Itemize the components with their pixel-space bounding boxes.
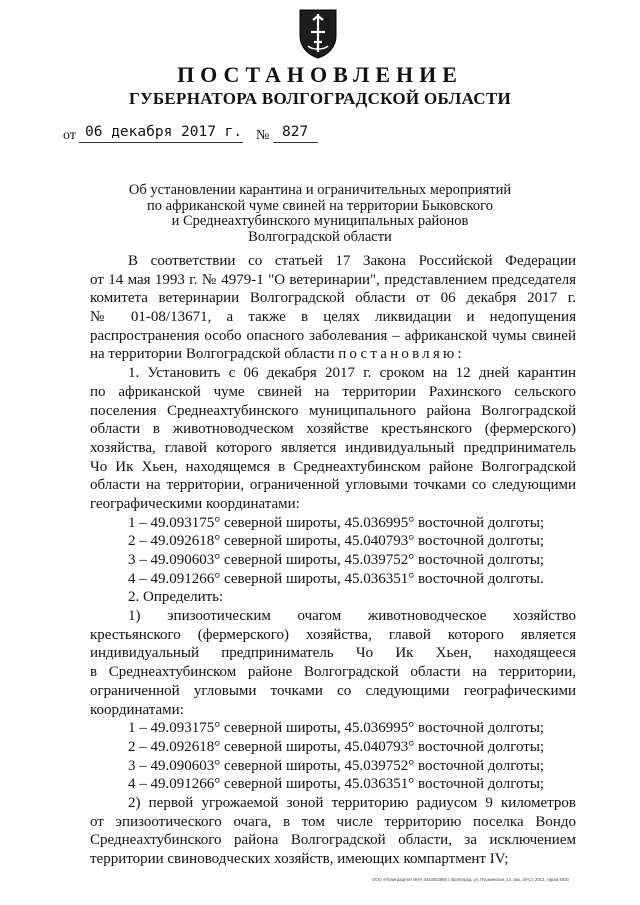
coordinate-line: 4 – 49.091266° северной широты, 45.036351° восточной долготы; [128, 776, 545, 793]
document-issuer: ГУБЕРНАТОРА ВОЛГОГРАДСКОЙ ОБЛАСТИ [128, 89, 512, 108]
date-number-line [63, 124, 363, 146]
item-1-line: 1. Установить с 06 декабря 2017 г. сроком на 12 дней карантин [128, 365, 576, 382]
document-subject [90, 183, 550, 245]
number-underline [273, 142, 318, 143]
item-2-1-line: в Среднеахтубинском районе Волгоградской области на территории, [90, 664, 576, 681]
date-underline [79, 142, 243, 143]
coordinate-line: 1 – 49.093175° северной широты, 45.036995° восточной долготы; [128, 720, 545, 737]
document-title: ПОСТАНОВЛЕНИЕ [177, 62, 463, 87]
document-body [90, 252, 576, 869]
item-2-1-line: крестьянского (фермерского) хозяйства, главой которого является [90, 626, 576, 643]
item-2-1-line: 1) эпизоотическим очагом животноводческое хозяйство [128, 608, 576, 625]
subject-line: по африканской чуме свиней на территории Быковского [147, 197, 493, 214]
item-2-title: 2. Определить: [128, 589, 224, 606]
date-from-label: от [63, 128, 76, 143]
coordinate-line: 3 – 49.090603° северной широты, 45.039752° восточной долготы; [128, 552, 545, 568]
body-line-decree [90, 345, 576, 364]
item-2-2-line: 2) первой угрожаемой зоной территорию радиусом 9 километров [128, 794, 576, 811]
item-2-1-line: индивидуальный предприниматель Чо Ик Хьен, находящееся [90, 645, 576, 662]
body-line: на территории Волгоградской области [90, 346, 335, 363]
document-number: 827 [282, 124, 309, 140]
coordinate-line: 2 – 49.092618° северной широты, 45.040793° восточной долготы; [128, 738, 545, 755]
item-2-1-line: ограниченной угловыми точками со следующими географическими [90, 682, 576, 699]
subject-line: и Среднеахтубинского муниципальных районов [171, 213, 469, 229]
coat-of-arms-icon [296, 6, 340, 60]
body-line: В соответствии со статьей 17 Закона Российской Федерации [128, 253, 576, 269]
item-1-line: географическими координатами: [90, 495, 300, 512]
item-1-line: по африканской чуме свиней на территории Рахинского сельского [90, 383, 576, 400]
printer-imprint: ООО «Полиграф-М» ИНН 3443052998 г. Волгоград, ул. Пушкинская, 14. Зак. 19-Ст, 2013, тираж 5000 [372, 877, 569, 882]
item-2-2-line: от эпизоотического очага, в том числе территорию поселка Вондо [90, 813, 576, 830]
number-label: № [256, 128, 270, 143]
coordinate-line: 3 – 49.090603° северной широты, 45.039752° восточной долготы; [128, 757, 545, 774]
decree-word: постановляю: [338, 346, 465, 363]
coordinate-line: 4 – 49.091266° северной широты, 45.036351° восточной долготы. [128, 570, 544, 587]
subject-line: Об установлении карантина и ограничительных мероприятий [128, 182, 512, 198]
item-1-line: Чо Ик Хьен, находящемся в Среднеахтубинском районе Волгоградской [90, 458, 576, 475]
document-date: 06 декабря 2017 г. [85, 124, 243, 140]
subject-line: Волгоградской области [248, 228, 392, 245]
item-1-line: области в животноводческом хозяйстве крестьянского (фермерского) [90, 421, 576, 438]
item-2-1-line: координатами: [90, 701, 184, 718]
body-line: распространения особо опасного заболевания – африканской чумы свиней [90, 327, 576, 344]
item-1-line: области на территории, ограниченной угловыми точками со следующими [90, 477, 576, 494]
item-1-line: поселения Среднеахтубинского муниципального района Волгоградской [90, 402, 576, 419]
item-2-2-line: Среднеахтубинского района Волгоградской области, за исключением [90, 832, 576, 849]
coordinate-line: 2 – 49.092618° северной широты, 45.040793° восточной долготы; [128, 533, 545, 550]
item-1-line: хозяйства, главой которого является индивидуальный предприниматель [90, 439, 576, 456]
coordinate-line: 1 – 49.093175° северной широты, 45.036995° восточной долготы; [128, 514, 545, 531]
body-line: от 14 мая 1993 г. № 4979-1 "О ветеринарии", представлением председателя [90, 271, 576, 288]
body-line: № 01-08/13671, а также в целях ликвидации и недопущения [90, 309, 576, 326]
item-2-2-line: территории свиноводческих хозяйств, имеющих компартмент IV; [90, 851, 509, 867]
body-line: комитета ветеринарии Волгоградской области от 06 декабря 2017 г. [90, 290, 576, 307]
